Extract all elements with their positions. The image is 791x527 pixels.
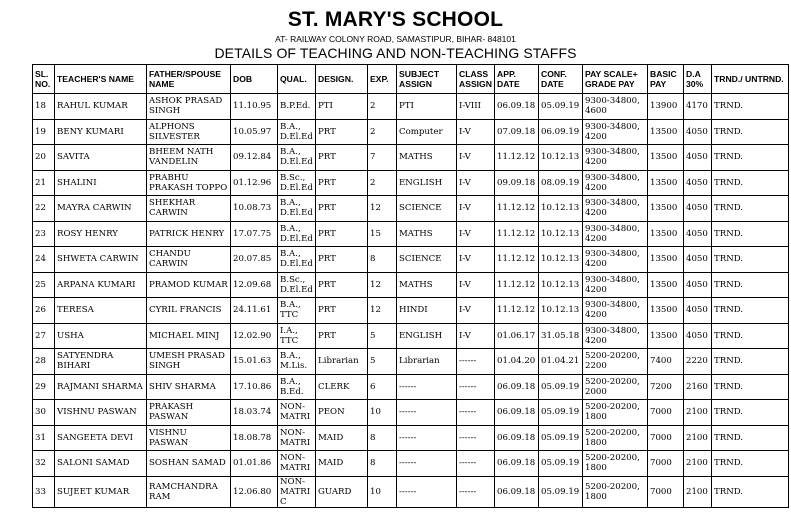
column-header: DOB — [231, 65, 278, 94]
designation-cell: PRT — [316, 170, 368, 196]
basic-pay-cell: 13500 — [648, 323, 684, 349]
designation-cell: CLERK — [316, 374, 368, 400]
confirmation-date-cell: 05.09.19 — [539, 94, 583, 120]
da-cell: 2220 — [684, 349, 712, 375]
class-assign-cell: I-V — [457, 323, 495, 349]
da-cell: 4050 — [684, 170, 712, 196]
column-header: PAY SCALE+ GRADE PAY — [583, 65, 648, 94]
column-header: D.A 30% — [684, 65, 712, 94]
qualification-cell: NON-MATRI — [278, 451, 316, 477]
da-cell: 4050 — [684, 145, 712, 171]
pay-scale-cell: 9300-34800, 4600 — [583, 94, 648, 120]
qualification-cell: NON-MATRI C — [278, 476, 316, 507]
father-spouse-name-cell: VISHNU PASWAN — [147, 425, 231, 451]
training-status-cell: TRND. — [712, 247, 789, 273]
father-spouse-name-cell: PRAMOD KUMAR — [147, 272, 231, 298]
training-status-cell: TRND. — [712, 298, 789, 324]
column-header: QUAL. — [278, 65, 316, 94]
experience-cell: 8 — [368, 451, 397, 477]
confirmation-date-cell: 10.12.13 — [539, 247, 583, 273]
appointment-date-cell: 06.09.18 — [495, 400, 539, 426]
class-assign-cell: ------ — [457, 425, 495, 451]
sl-no-cell: 27 — [33, 323, 55, 349]
father-spouse-name-cell: UMESH PRASAD SINGH — [147, 349, 231, 375]
pay-scale-cell: 5200-20200, 2200 — [583, 349, 648, 375]
sl-no-cell: 28 — [33, 349, 55, 375]
confirmation-date-cell: 10.12.13 — [539, 272, 583, 298]
confirmation-date-cell: 31.05.18 — [539, 323, 583, 349]
training-status-cell: TRND. — [712, 170, 789, 196]
class-assign-cell: I-V — [457, 170, 495, 196]
table-row — [33, 272, 789, 298]
experience-cell: 12 — [368, 298, 397, 324]
column-header: DESIGN. — [316, 65, 368, 94]
table-row — [33, 323, 789, 349]
appointment-date-cell: 11.12.12 — [495, 298, 539, 324]
appointment-date-cell: 06.09.18 — [495, 451, 539, 477]
training-status-cell: TRND. — [712, 374, 789, 400]
experience-cell: 6 — [368, 374, 397, 400]
column-header: TRND./ UNTRND. — [712, 65, 789, 94]
da-cell: 4050 — [684, 323, 712, 349]
confirmation-date-cell: 10.12.13 — [539, 196, 583, 222]
designation-cell: Librarian — [316, 349, 368, 375]
column-header: TEACHER'S NAME — [55, 65, 147, 94]
dob-cell: 12.06.80 — [231, 476, 278, 507]
class-assign-cell: ------ — [457, 451, 495, 477]
appointment-date-cell: 07.09.18 — [495, 119, 539, 145]
class-assign-cell: I-V — [457, 145, 495, 171]
subject-assign-cell: ------ — [397, 374, 457, 400]
designation-cell: GUARD — [316, 476, 368, 507]
subject-assign-cell: MATHS — [397, 145, 457, 171]
confirmation-date-cell: 05.09.19 — [539, 400, 583, 426]
designation-cell: PRT — [316, 119, 368, 145]
pay-scale-cell: 9300-34800, 4200 — [583, 221, 648, 247]
pay-scale-cell: 9300-34800, 4200 — [583, 298, 648, 324]
subject-assign-cell: Librarian — [397, 349, 457, 375]
class-assign-cell: ------ — [457, 400, 495, 426]
qualification-cell: B.A., D.El.Ed — [278, 145, 316, 171]
sl-no-cell: 32 — [33, 451, 55, 477]
qualification-cell: B.A., D.El.Ed — [278, 119, 316, 145]
training-status-cell: TRND. — [712, 451, 789, 477]
school-name: ST. MARY'S SCHOOL — [287, 8, 504, 31]
class-assign-cell: I-VIII — [457, 94, 495, 120]
subject-assign-cell: ENGLISH — [397, 323, 457, 349]
school-address: AT- RAILWAY COLONY ROAD, SAMASTIPUR, BIHAR- 848101 — [275, 34, 516, 44]
sl-no-cell: 33 — [33, 476, 55, 507]
table-row — [33, 247, 789, 273]
da-cell: 4050 — [684, 272, 712, 298]
basic-pay-cell: 13500 — [648, 298, 684, 324]
pay-scale-cell: 9300-34800, 4200 — [583, 272, 648, 298]
appointment-date-cell: 06.09.18 — [495, 476, 539, 507]
pay-scale-cell: 5200-20200, 1800 — [583, 425, 648, 451]
designation-cell: PEON — [316, 400, 368, 426]
experience-cell: 10 — [368, 400, 397, 426]
dob-cell: 18.03.74 — [231, 400, 278, 426]
class-assign-cell: ------ — [457, 476, 495, 507]
qualification-cell: B.A., B.Ed. — [278, 374, 316, 400]
confirmation-date-cell: 01.04.21 — [539, 349, 583, 375]
designation-cell: PRT — [316, 272, 368, 298]
sl-no-cell: 26 — [33, 298, 55, 324]
teacher-name-cell: ROSY HENRY — [55, 221, 147, 247]
experience-cell: 2 — [368, 94, 397, 120]
experience-cell: 5 — [368, 323, 397, 349]
dob-cell: 10.05.97 — [231, 119, 278, 145]
pay-scale-cell: 5200-20200, 1800 — [583, 451, 648, 477]
teacher-name-cell: RAHUL KUMAR — [55, 94, 147, 120]
da-cell: 4050 — [684, 221, 712, 247]
table-row — [33, 298, 789, 324]
dob-cell: 15.01.63 — [231, 349, 278, 375]
teacher-name-cell: BENY KUMARI — [55, 119, 147, 145]
staff-table — [32, 64, 789, 508]
da-cell: 2100 — [684, 451, 712, 477]
da-cell: 4050 — [684, 247, 712, 273]
subject-assign-cell: SCIENCE — [397, 196, 457, 222]
pay-scale-cell: 9300-34800, 4200 — [583, 170, 648, 196]
column-header: BASIC PAY — [648, 65, 684, 94]
teacher-name-cell: USHA — [55, 323, 147, 349]
table-row — [33, 349, 789, 375]
designation-cell: MAID — [316, 451, 368, 477]
qualification-cell: B.A., D.El.Ed — [278, 196, 316, 222]
column-header: APP. DATE — [495, 65, 539, 94]
dob-cell: 12.09.68 — [231, 272, 278, 298]
subject-assign-cell: ------ — [397, 425, 457, 451]
pay-scale-cell: 9300-34800, 4200 — [583, 145, 648, 171]
training-status-cell: TRND. — [712, 119, 789, 145]
pay-scale-cell: 9300-34800, 4200 — [583, 119, 648, 145]
basic-pay-cell: 13500 — [648, 221, 684, 247]
training-status-cell: TRND. — [712, 400, 789, 426]
basic-pay-cell: 7000 — [648, 451, 684, 477]
column-header: CONF. DATE — [539, 65, 583, 94]
appointment-date-cell: 11.12.12 — [495, 272, 539, 298]
da-cell: 4050 — [684, 196, 712, 222]
sl-no-cell: 24 — [33, 247, 55, 273]
qualification-cell: B.Sc., D.El.Ed — [278, 272, 316, 298]
training-status-cell: TRND. — [712, 476, 789, 507]
teacher-name-cell: SUJEET KUMAR — [55, 476, 147, 507]
father-spouse-name-cell: MICHAEL MINJ — [147, 323, 231, 349]
qualification-cell: B.A., D.El.Ed — [278, 221, 316, 247]
designation-cell: MAID — [316, 425, 368, 451]
confirmation-date-cell: 06.09.19 — [539, 119, 583, 145]
da-cell: 4170 — [684, 94, 712, 120]
table-row — [33, 170, 789, 196]
designation-cell: PTI — [316, 94, 368, 120]
dob-cell: 11.10.95 — [231, 94, 278, 120]
teacher-name-cell: SANGEETA DEVI — [55, 425, 147, 451]
sl-no-cell: 29 — [33, 374, 55, 400]
class-assign-cell: I-V — [457, 196, 495, 222]
subject-assign-cell: HINDI — [397, 298, 457, 324]
father-spouse-name-cell: BHEEM NATH VANDELIN — [147, 145, 231, 171]
father-spouse-name-cell: CHANDU CARWIN — [147, 247, 231, 273]
appointment-date-cell: 01.04.20 — [495, 349, 539, 375]
column-header: CLASS ASSIGN — [457, 65, 495, 94]
header-row — [33, 65, 789, 94]
confirmation-date-cell: 05.09.19 — [539, 374, 583, 400]
subject-assign-cell: MATHS — [397, 272, 457, 298]
subject-assign-cell: ENGLISH — [397, 170, 457, 196]
qualification-cell: B.A., M.Lis. — [278, 349, 316, 375]
pay-scale-cell: 9300-34800, 4200 — [583, 196, 648, 222]
designation-cell: PRT — [316, 145, 368, 171]
teacher-name-cell: SALONI SAMAD — [55, 451, 147, 477]
sl-no-cell: 21 — [33, 170, 55, 196]
father-spouse-name-cell: SHIV SHARMA — [147, 374, 231, 400]
pay-scale-cell: 5200-20200, 1800 — [583, 400, 648, 426]
table-row — [33, 145, 789, 171]
class-assign-cell: I-V — [457, 298, 495, 324]
confirmation-date-cell: 10.12.13 — [539, 221, 583, 247]
confirmation-date-cell: 10.12.13 — [539, 298, 583, 324]
appointment-date-cell: 11.12.12 — [495, 247, 539, 273]
pay-scale-cell: 5200-20200, 2000 — [583, 374, 648, 400]
training-status-cell: TRND. — [712, 323, 789, 349]
experience-cell: 12 — [368, 272, 397, 298]
father-spouse-name-cell: CYRIL FRANCIS — [147, 298, 231, 324]
basic-pay-cell: 13900 — [648, 94, 684, 120]
class-assign-cell: ------ — [457, 374, 495, 400]
appointment-date-cell: 06.09.18 — [495, 374, 539, 400]
dob-cell: 24.11.61 — [231, 298, 278, 324]
teacher-name-cell: RAJMANI SHARMA — [55, 374, 147, 400]
appointment-date-cell: 01.06.17 — [495, 323, 539, 349]
table-row — [33, 94, 789, 120]
column-header: SUBJECT ASSIGN — [397, 65, 457, 94]
basic-pay-cell: 7400 — [648, 349, 684, 375]
basic-pay-cell: 7000 — [648, 476, 684, 507]
dob-cell: 01.01.86 — [231, 451, 278, 477]
confirmation-date-cell: 08.09.19 — [539, 170, 583, 196]
father-spouse-name-cell: RAMCHANDRA RAM — [147, 476, 231, 507]
designation-cell: PRT — [316, 298, 368, 324]
confirmation-date-cell: 10.12.13 — [539, 145, 583, 171]
teacher-name-cell: SATYENDRA BIHARI — [55, 349, 147, 375]
appointment-date-cell: 11.12.12 — [495, 221, 539, 247]
experience-cell: 8 — [368, 425, 397, 451]
dob-cell: 12.02.90 — [231, 323, 278, 349]
sl-no-cell: 22 — [33, 196, 55, 222]
training-status-cell: TRND. — [712, 349, 789, 375]
teacher-name-cell: SAVITA — [55, 145, 147, 171]
basic-pay-cell: 7200 — [648, 374, 684, 400]
experience-cell: 15 — [368, 221, 397, 247]
sl-no-cell: 20 — [33, 145, 55, 171]
qualification-cell: B.Sc., D.El.Ed — [278, 170, 316, 196]
teacher-name-cell: ARPANA KUMARI — [55, 272, 147, 298]
training-status-cell: TRND. — [712, 196, 789, 222]
qualification-cell: B.A., D.El.Ed — [278, 247, 316, 273]
father-spouse-name-cell: SHEKHAR CARWIN — [147, 196, 231, 222]
father-spouse-name-cell: ASHOK PRASAD SINGH — [147, 94, 231, 120]
appointment-date-cell: 06.09.18 — [495, 425, 539, 451]
designation-cell: PRT — [316, 196, 368, 222]
dob-cell: 17.10.86 — [231, 374, 278, 400]
column-header: FATHER/SPOUSE NAME — [147, 65, 231, 94]
sl-no-cell: 18 — [33, 94, 55, 120]
qualification-cell: B.P.Ed. — [278, 94, 316, 120]
table-row — [33, 119, 789, 145]
sl-no-cell: 30 — [33, 400, 55, 426]
teacher-name-cell: TERESA — [55, 298, 147, 324]
sl-no-cell: 23 — [33, 221, 55, 247]
confirmation-date-cell: 05.09.19 — [539, 451, 583, 477]
confirmation-date-cell: 05.09.19 — [539, 425, 583, 451]
pay-scale-cell: 9300-34800, 4200 — [583, 323, 648, 349]
designation-cell: PRT — [316, 221, 368, 247]
dob-cell: 10.08.73 — [231, 196, 278, 222]
training-status-cell: TRND. — [712, 221, 789, 247]
qualification-cell: NON-MATRI — [278, 400, 316, 426]
experience-cell: 12 — [368, 196, 397, 222]
table-row — [33, 221, 789, 247]
basic-pay-cell: 13500 — [648, 272, 684, 298]
experience-cell: 2 — [368, 170, 397, 196]
designation-cell: PRT — [316, 323, 368, 349]
pay-scale-cell: 5200-20200, 1800 — [583, 476, 648, 507]
column-header: SL. NO. — [33, 65, 55, 94]
sl-no-cell: 31 — [33, 425, 55, 451]
experience-cell: 5 — [368, 349, 397, 375]
table-row — [33, 451, 789, 477]
dob-cell: 09.12.84 — [231, 145, 278, 171]
table-header — [33, 65, 789, 94]
teacher-name-cell: SHALINI — [55, 170, 147, 196]
table-body — [33, 94, 789, 508]
document-title: DETAILS OF TEACHING AND NON-TEACHING STAFFS — [214, 45, 577, 61]
da-cell: 4050 — [684, 298, 712, 324]
basic-pay-cell: 13500 — [648, 247, 684, 273]
subject-assign-cell: PTI — [397, 94, 457, 120]
father-spouse-name-cell: SOSHAN SAMAD — [147, 451, 231, 477]
pay-scale-cell: 9300-34800, 4200 — [583, 247, 648, 273]
father-spouse-name-cell: ALPHONS SILVESTER — [147, 119, 231, 145]
da-cell: 2160 — [684, 374, 712, 400]
training-status-cell: TRND. — [712, 94, 789, 120]
basic-pay-cell: 13500 — [648, 196, 684, 222]
basic-pay-cell: 7000 — [648, 425, 684, 451]
experience-cell: 10 — [368, 476, 397, 507]
table-row — [33, 196, 789, 222]
experience-cell: 8 — [368, 247, 397, 273]
father-spouse-name-cell: PATRICK HENRY — [147, 221, 231, 247]
sl-no-cell: 25 — [33, 272, 55, 298]
qualification-cell: B.A., TTC — [278, 298, 316, 324]
class-assign-cell: ------ — [457, 349, 495, 375]
subject-assign-cell: SCIENCE — [397, 247, 457, 273]
table-row — [33, 374, 789, 400]
dob-cell: 01.12.96 — [231, 170, 278, 196]
table-row — [33, 476, 789, 507]
father-spouse-name-cell: PRAKASH PASWAN — [147, 400, 231, 426]
appointment-date-cell: 11.12.12 — [495, 145, 539, 171]
designation-cell: PRT — [316, 247, 368, 273]
dob-cell: 20.07.85 — [231, 247, 278, 273]
appointment-date-cell: 11.12.12 — [495, 196, 539, 222]
da-cell: 4050 — [684, 119, 712, 145]
teacher-name-cell: VISHNU PASWAN — [55, 400, 147, 426]
qualification-cell: NON-MATRI — [278, 425, 316, 451]
da-cell: 2100 — [684, 400, 712, 426]
da-cell: 2100 — [684, 425, 712, 451]
father-spouse-name-cell: PRABHU PRAKASH TOPPO — [147, 170, 231, 196]
da-cell: 2100 — [684, 476, 712, 507]
teacher-name-cell: SHWETA CARWIN — [55, 247, 147, 273]
column-header: EXP. — [368, 65, 397, 94]
experience-cell: 2 — [368, 119, 397, 145]
dob-cell: 17.07.75 — [231, 221, 278, 247]
basic-pay-cell: 13500 — [648, 119, 684, 145]
subject-assign-cell: ------ — [397, 400, 457, 426]
basic-pay-cell: 13500 — [648, 170, 684, 196]
basic-pay-cell: 13500 — [648, 145, 684, 171]
table-row — [33, 400, 789, 426]
training-status-cell: TRND. — [712, 425, 789, 451]
training-status-cell: TRND. — [712, 145, 789, 171]
qualification-cell: I.A., TTC — [278, 323, 316, 349]
training-status-cell: TRND. — [712, 272, 789, 298]
class-assign-cell: I-V — [457, 272, 495, 298]
subject-assign-cell: ------ — [397, 476, 457, 507]
teacher-name-cell: MAYRA CARWIN — [55, 196, 147, 222]
confirmation-date-cell: 05.09.19 — [539, 476, 583, 507]
experience-cell: 7 — [368, 145, 397, 171]
subject-assign-cell: MATHS — [397, 221, 457, 247]
appointment-date-cell: 09.09.18 — [495, 170, 539, 196]
subject-assign-cell: ------ — [397, 451, 457, 477]
basic-pay-cell: 7000 — [648, 400, 684, 426]
appointment-date-cell: 06.09.18 — [495, 94, 539, 120]
class-assign-cell: I-V — [457, 119, 495, 145]
class-assign-cell: I-V — [457, 247, 495, 273]
table-row — [33, 425, 789, 451]
dob-cell: 18.08.78 — [231, 425, 278, 451]
sl-no-cell: 19 — [33, 119, 55, 145]
subject-assign-cell: Computer — [397, 119, 457, 145]
class-assign-cell: I-V — [457, 221, 495, 247]
